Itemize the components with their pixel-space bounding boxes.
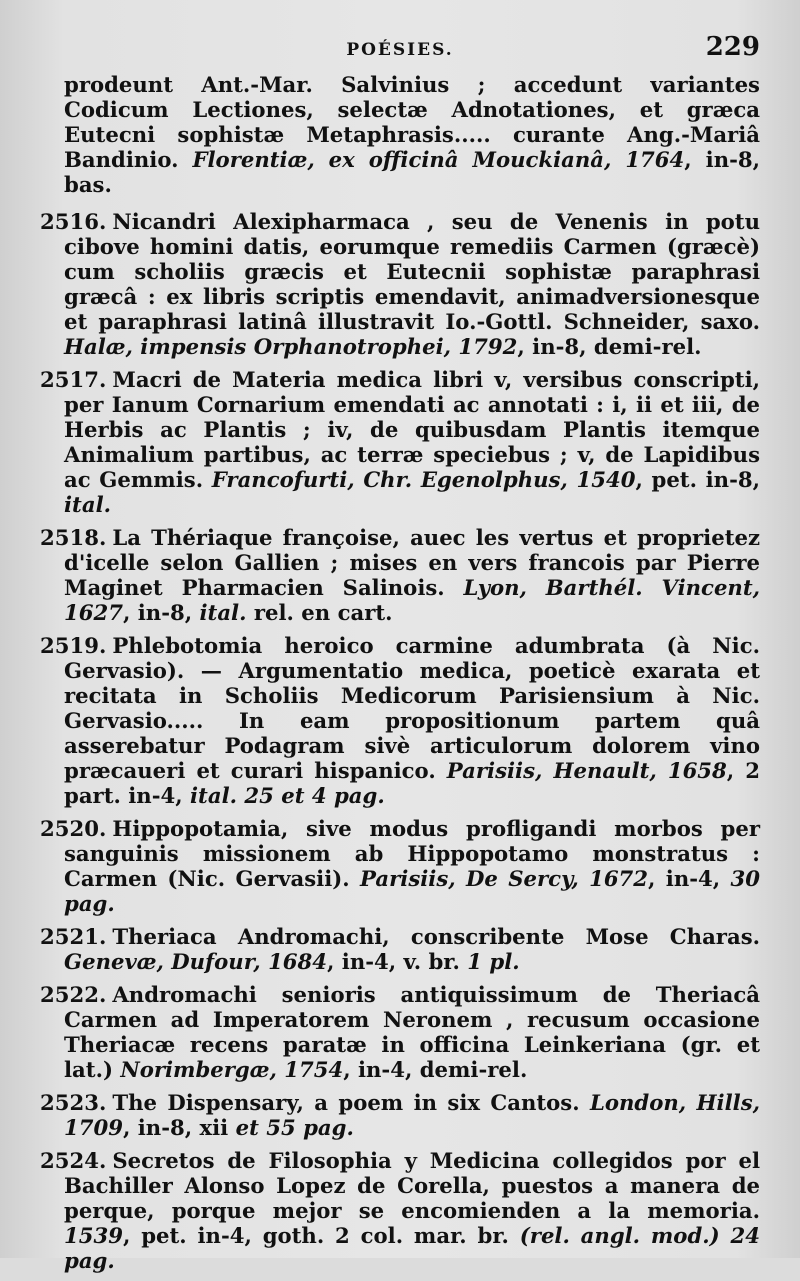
entry-2523	[40, 1090, 761, 1140]
entry-format-italic: ital. 25 et 4 pag.	[190, 783, 385, 808]
entry-number: 2521.	[40, 924, 107, 949]
entry-text: Theriaca Andromachi, conscribente Mose Charas.	[112, 924, 760, 949]
entry-text: Hippopotamia, sive modus profligandi morbos per sanguinis missionem ab Hippopotamo monstratus : Carmen (Nic. Gervasii).	[64, 816, 760, 891]
entry-format: , in-8, xii	[122, 1115, 236, 1140]
entry-text: The Dispensary, a poem in six Cantos.	[112, 1090, 590, 1115]
entry-imprint: Genevæ, Dufour, 1684	[64, 949, 328, 974]
entry-imprint: Florentiæ, ex officinâ Mouckianâ, 1764	[192, 147, 685, 172]
entry-text: La Thériaque françoise, auec les vertus et proprietez d'icelle selon Gallien ; mises en vers francois par Pierre Maginet Pharmacien Salinois.	[64, 525, 760, 600]
entry-2521	[40, 924, 760, 974]
entry-text: Macri de Materia medica libri v, versibus conscripti, per Ianum Cornarium emendati ac annotati : i, ii et iii, de Herbis ac Plantis ; iv, de quibusdam Plantis itemque Animalium partibus, ac terræ speciebus ; v, de Lapidibus ac Gemmis.	[64, 367, 760, 492]
entry-imprint: Lyon, Barthél. Vincent, 1627	[64, 575, 761, 625]
running-head	[0, 28, 800, 68]
entry-text: prodeunt Ant.-Mar. Salvinius ; accedunt variantes Codicum Lectiones, selectæ Adnotationes, et græca Eutecni sophistæ Metaphrasis..... curante Ang.-Mariâ Bandinio.	[64, 72, 760, 172]
running-title: POÉSIES.	[346, 40, 454, 60]
entry-2517	[40, 367, 760, 517]
entry-format: , in-8,	[122, 600, 200, 625]
entry-text: Andromachi senioris antiquissimum de Theriacâ Carmen ad Imperatorem Neronem , recusum occasione Theriacæ recens paratæ in officina Leinkeriana (gr. et lat.)	[64, 982, 760, 1082]
entry-number: 2523.	[40, 1090, 107, 1115]
entry-format: , in-4,	[648, 866, 731, 891]
entry-format: , 2 part. in-4,	[64, 758, 760, 808]
entry-imprint: 1539	[64, 1223, 123, 1248]
entry-imprint: Parisiis, Henault, 1658	[446, 758, 727, 783]
entry-2518	[40, 525, 761, 625]
entry-format-italic: et 55 pag.	[235, 1115, 354, 1140]
entry-format-italic: 1 pl.	[467, 949, 520, 974]
entry-number: 2520.	[40, 816, 107, 841]
entry-number: 2522.	[40, 982, 107, 1007]
entry-binding: rel. en cart.	[246, 600, 393, 625]
entry-number: 2519.	[40, 633, 107, 658]
entry-text: Phlebotomia heroico carmine adumbrata (à Nic. Gervasio). — Argumentatio medica, poeticè exarata et recitata in Scholiis Medicorum Parisiensium à Nic. Gervasio..... In eam propositionum partem quâ asserebatur Podagram sivè articulorum dolorem vino præcaueri et curari hispanico.	[64, 633, 760, 783]
entry-number: 2524.	[40, 1148, 107, 1173]
entry-number: 2516.	[40, 209, 107, 234]
entry-format: , pet. in-8,	[635, 467, 760, 492]
entry-format: , in-4, demi-rel.	[343, 1057, 528, 1082]
entry-number: 2518.	[40, 525, 107, 550]
entry-text: Nicandri Alexipharmaca , seu de Venenis in potu cibove homini datis, eorumque remediis Carmen (græcè) cum scholiis græcis et Eutecnii sophistæ paraphrasi græcâ : ex libris scriptis emendavit, animadversionesque et paraphrasi latinâ illustravit Io.-Gottl. Schneider, saxo.	[64, 209, 760, 334]
entry-format: , in-4, v. br.	[327, 949, 468, 974]
entry-number: 2517.	[40, 367, 107, 392]
entry-format-italic: ital.	[199, 600, 247, 625]
entry-text: Secretos de Filosophia y Medicina collegidos por el Bachiller Alonso Lopez de Corella, puestos a manera de perque, porque mejor se encomienden a la memoria.	[64, 1148, 760, 1223]
entry-2519	[40, 633, 760, 808]
entry-format: , in-8, demi-rel.	[517, 334, 702, 359]
entry-imprint: Francofurti, Chr. Egenolphus, 1540	[211, 467, 636, 492]
entry-format-italic: ital.	[64, 492, 111, 517]
entry-2516	[40, 209, 760, 359]
entry-format: , pet. in-4, goth. 2 col. mar. br.	[122, 1223, 520, 1248]
entry-imprint: Halæ, impensis Orphanotrophei, 1792	[64, 334, 518, 359]
page-number: 229	[705, 32, 760, 62]
entry-imprint: Norimbergæ, 1754	[120, 1057, 344, 1082]
entry-format: , in-8, bas.	[64, 147, 761, 197]
entry-2522	[40, 982, 760, 1082]
entry-format-italic: (rel. angl. mod.) 24 pag.	[64, 1223, 760, 1273]
entry-format-italic: 30 pag.	[64, 866, 760, 916]
entry-2524	[40, 1148, 760, 1273]
entry-2520	[40, 816, 760, 916]
catalogue-text	[40, 72, 761, 1281]
entry-continued	[64, 72, 760, 197]
entry-imprint: Parisiis, De Sercy, 1672	[360, 866, 649, 891]
entry-imprint: London, Hills, 1709	[64, 1090, 761, 1140]
